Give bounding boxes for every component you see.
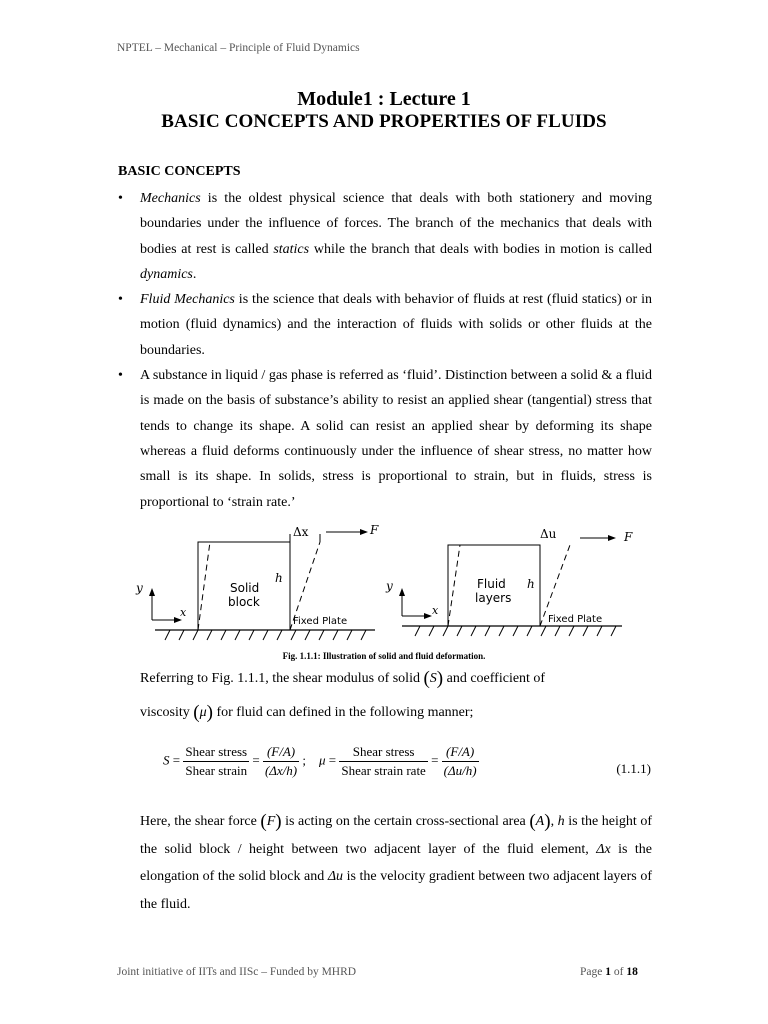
fluid-y-axis: y <box>386 579 393 593</box>
solid-label-2: block <box>228 595 260 609</box>
solid-delta-x: Δx <box>293 525 309 539</box>
symbol-s: S <box>429 671 437 686</box>
deformation-figure <box>130 520 640 650</box>
section-heading: BASIC CONCEPTS <box>118 164 241 179</box>
term-mechanics: Mechanics <box>140 191 201 206</box>
module-title: Module1 : Lecture 1 <box>297 88 471 110</box>
footer-credit: Joint initiative of IITs and IISc – Funded by MHRD <box>117 966 357 978</box>
paragraph-referring: Referring to Fig. 1.1.1, the shear modulus of solid (S) and coefficient of <box>140 668 546 689</box>
fluid-label-2: layers <box>475 591 512 605</box>
term-fluid-mechanics: Fluid Mechanics <box>140 292 235 308</box>
equation-number: (1.1.1) <box>616 761 651 776</box>
solid-label-1: Solid <box>230 581 260 595</box>
fluid-layers-diagram <box>385 527 633 636</box>
solid-fixed-plate: Fixed Plate <box>293 616 348 627</box>
fluid-delta-u: Δu <box>540 527 557 541</box>
solid-height-label: h <box>275 571 283 585</box>
fluid-x-axis: x <box>432 604 439 617</box>
eq-frac-fa-dxh: $\frac{(F/A)}{(\Delta x/h)}$ <box>264 744 298 778</box>
solid-force-label: F <box>370 523 379 537</box>
page-number: Page 1 of 18 <box>580 966 638 978</box>
term-statics: statics <box>273 241 310 257</box>
paragraph-viscosity: viscosity (μ) for fluid can defined in the following manner; <box>140 702 474 723</box>
bullet-fluid-definition: • A substance in liquid / gas phase is referred as ‘fluid’. Distinction between a solid & a fluid is made on the basis of substance’s ability to resist an applied shear (tangential) stress that tends to change its shape. A solid can resist an applied shear by deforming its shape whereas a fluid deforms continuously under the influence of shear stress, no matter how small is its shape. In solids, stress is proportional to strain, but in fluids, stress is proportional to ‘strain rate.’ <box>118 363 652 515</box>
eq-frac-shear-strain-rate: $\frac{\text{Shear stress}}{\text{Shear strain rate}}$ <box>341 744 426 778</box>
figure-caption: Fig. 1.1.1: Illustration of solid and fluid deformation. <box>282 651 486 661</box>
paragraph-definitions: Here, the shear force (F) is acting on the certain cross-sectional area (A), h is the height of the solid block / height between two adjacent layer of the fluid element, Δx is the elongation of the solid block and Δu is the velocity gradient between two adjacent layers of the fluid. <box>140 811 653 912</box>
term-dynamics: dynamics <box>140 266 193 282</box>
bullet-list <box>118 186 652 515</box>
equation-1-1-1: S = $\frac{\text{Shear stress}}{\text{Shear strain}}$ = $\frac{(F/A)}{(\Delta x/h)}$ ; μ = $\frac{\text{Shear stress}}{\text{Shear strain rate}}$ = $\frac{(F/A)}{(\Delta u/h)}$ (1.1.1) <box>163 744 651 778</box>
fluid-label-1: Fluid <box>477 577 506 591</box>
solid-block-diagram <box>135 523 379 640</box>
bullet-fluid-mechanics: • Fluid Mechanics is the science that deals with behavior of fluids at rest (fluid statics) or in motion (fluid dynamics) and the interaction of fluids with solids or other fluids at the boundaries. <box>118 287 652 363</box>
page-header: NPTEL – Mechanical – Principle of Fluid Dynamics <box>117 42 360 54</box>
eq-symbol-s: S <box>163 752 170 768</box>
symbol-mu: μ <box>199 705 207 720</box>
eq-frac-fa-duh: $\frac{(F/A)}{(\Delta u/h)}$ <box>443 744 477 778</box>
bullet-mechanics: • Mechanics is the oldest physical science that deals with both stationery and moving boundaries under the influence of forces. The branch of the mechanics that deals with bodies at rest is called statics while the branch that deals with bodies in motion is called dynamics. <box>118 186 652 287</box>
fluid-force-label: F <box>624 530 633 544</box>
fluid-height-label: h <box>527 577 535 591</box>
eq-symbol-mu: μ <box>318 752 326 768</box>
fluid-fixed-plate: Fixed Plate <box>548 614 603 625</box>
solid-y-axis: y <box>136 581 143 595</box>
lecture-title: BASIC CONCEPTS AND PROPERTIES OF FLUIDS <box>161 111 607 132</box>
eq-frac-shear-strain: $\frac{\text{Shear stress}}{\text{Shear strain}}$ <box>185 744 248 778</box>
solid-x-axis: x <box>180 606 187 619</box>
